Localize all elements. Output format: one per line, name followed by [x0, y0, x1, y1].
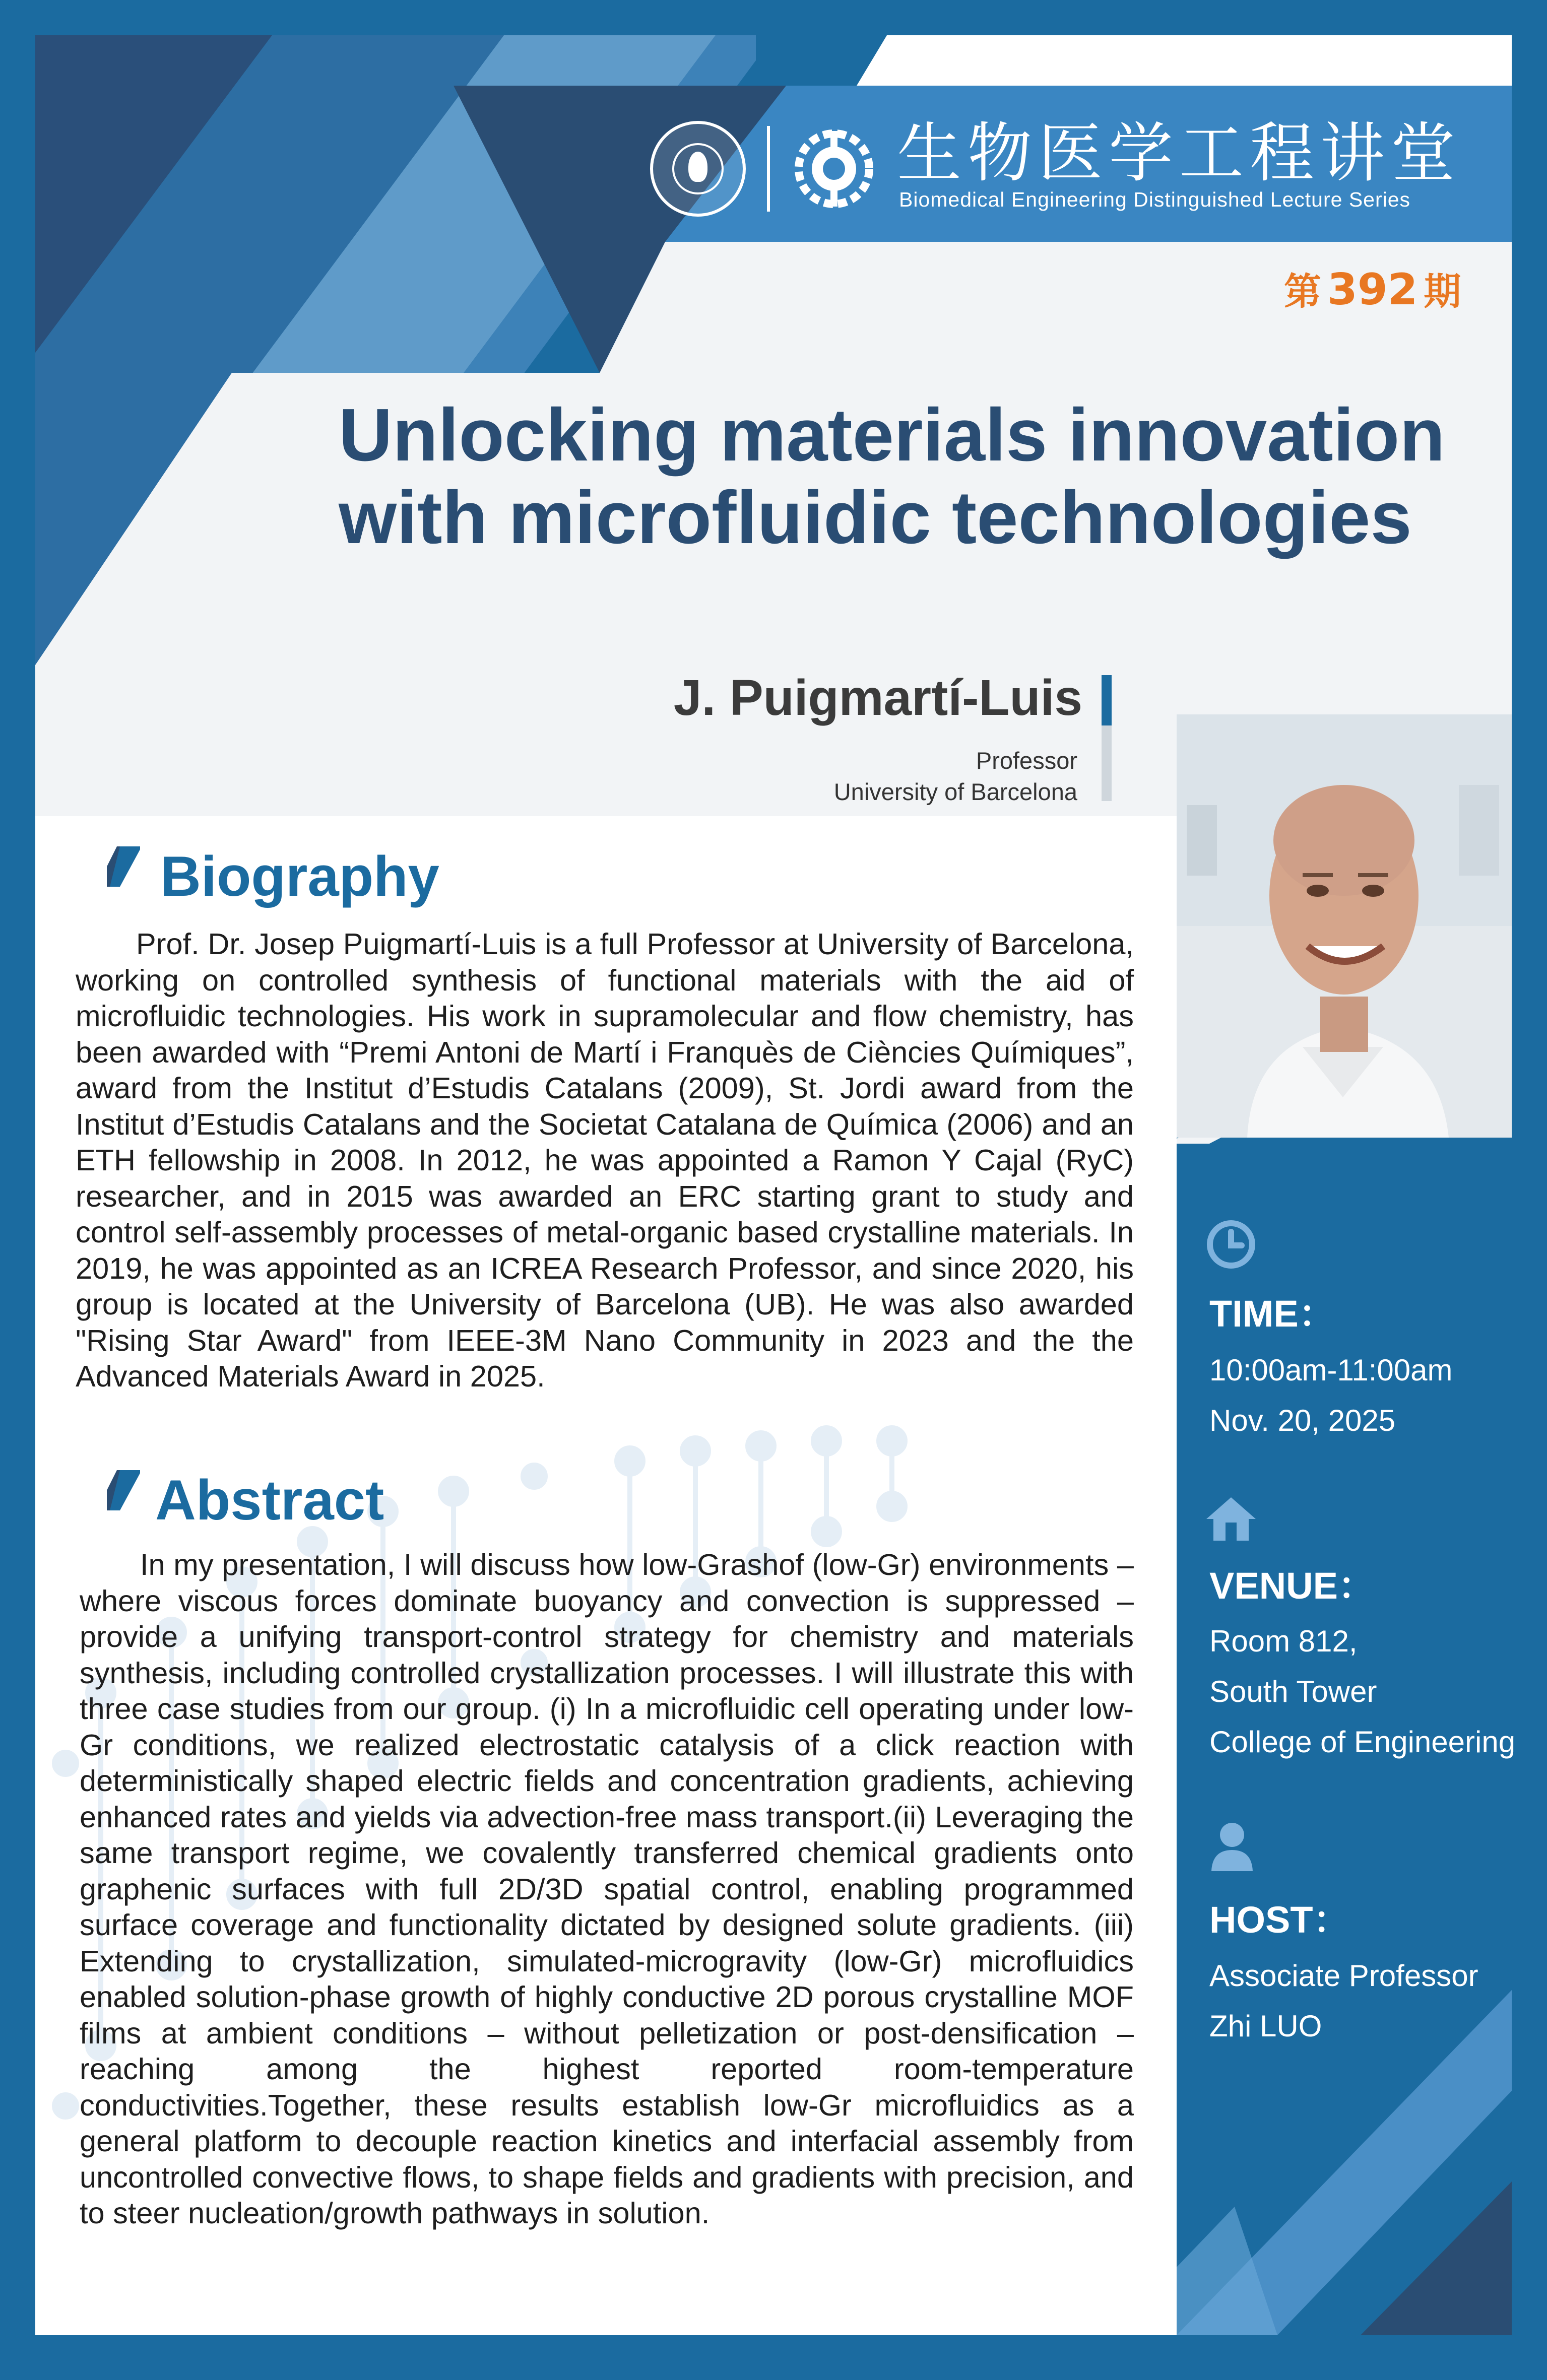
- lecture-title: Unlocking materials innovation with microfluidic technologies: [339, 393, 1445, 559]
- issue-value: 392: [1327, 265, 1418, 315]
- abstract-text: In my presentation, I will discuss how low-Grashof (low-Gr) environments – where viscous forces dominate buoyancy and convection is suppressed – provide a unifying transport-control strategy for chemistry and materials synthesis, including controlled crystallization processes. I will illustrate this with three case studies from our group. (i) In a microfluidic cell operating under low-Gr conditions, we realized electrostatic catalysis of a click reaction with deterministically shaped electric fields and concentration gradients, achieving enhanced rates and yields via advection-free mass transport.(ii) Leveraging the same transport regime, we covalently transferred chemical gradients onto graphenic surfaces with full 2D/3D spatial control, enabling programmed surface coverage and functionality dictated by designed solute gradients. (iii) Extending to crystallization, simulated-microgravity (low-Gr) microfluidics enabled solution-phase growth of highly conductive 2D porous crystalline MOF films at ambient conditions – without pelletization or post-densification – reaching among the highest reported room-temperature conductivities.Together, these results establish low-Gr microfluidics as a general platform to decouple reaction kinetics and interfacial assembly from uncontrolled convective flows, to shape fields and gradients with precision, and to steer nucleation/growth pathways in solution.: [80, 1548, 1134, 2230]
- abstract-heading-marker-icon: [107, 1470, 140, 1510]
- university-seal-icon: [650, 121, 746, 217]
- speaker-name: J. Puigmartí-Luis: [673, 670, 1082, 726]
- issue-suffix: 期: [1424, 270, 1461, 313]
- host-label: HOST：: [1209, 1899, 1350, 1941]
- person-icon: [1204, 1819, 1260, 1874]
- home-icon: [1203, 1491, 1259, 1547]
- issue-number: [1284, 265, 1461, 317]
- series-title-english: Biomedical Engineering Distinguished Lecture Series: [899, 188, 1411, 211]
- biography-text: Prof. Dr. Josep Puigmartí-Luis is a full Professor at University of Barcelona, working on controlled synthesis of functional materials with the aid of microfluidic technologies. His work in supramolecular and flow chemistry, has been awarded with “Premi Antoni de Martí i Franquès de Ciències Químiques”, award from the Institut d’Estudis Catalans (2009), St. Jordi award from the Institut d’Estudis Catalans and the Societat Catalana de Química (2006) and an ETH fellowship in 2008. In 2012, he was appointed a Ramon Y Cajal (RyC) researcher, and in 2015 was awarded an ERC starting grant to study and control self-assembly processes of metal-organic based crystalline materials. In 2019, he was appointed as an ICREA Research Professor, and since 2020, his group is located at the University of Barcelona (UB). He was also awarded "Rising Star Award" from IEEE-3M Nano Community in 2023 and the the Advanced Materials Award in 2025.: [76, 927, 1134, 1393]
- venue-building: South Tower: [1209, 1675, 1377, 1708]
- abstract-heading: Abstract: [155, 1469, 384, 1532]
- logo-divider: [767, 126, 770, 212]
- biography-heading-marker-icon: [107, 846, 140, 887]
- series-title-chinese: 生物医学工程讲堂: [897, 116, 1462, 191]
- lecture-date: Nov. 20, 2025: [1209, 1404, 1396, 1437]
- venue-room: Room 812,: [1209, 1624, 1358, 1658]
- speaker-affiliation: University of Barcelona: [833, 778, 1077, 805]
- host-name: Zhi LUO: [1209, 2009, 1322, 2043]
- issue-prefix: 第: [1284, 270, 1321, 313]
- biography-heading: Biography: [160, 845, 439, 908]
- time-label: TIME：: [1209, 1293, 1336, 1335]
- venue-label: VENUE：: [1209, 1565, 1375, 1607]
- host-title: Associate Professor: [1209, 1959, 1478, 1993]
- time-range: 10:00am-11:00am: [1209, 1353, 1453, 1387]
- venue-college: College of Engineering: [1209, 1725, 1516, 1759]
- clock-icon: [1203, 1217, 1259, 1272]
- speaker-position: Professor: [976, 747, 1077, 774]
- department-logo-icon: [786, 121, 882, 217]
- speaker-photo: [1177, 714, 1512, 1138]
- speaker-accent-bar: [1102, 675, 1112, 801]
